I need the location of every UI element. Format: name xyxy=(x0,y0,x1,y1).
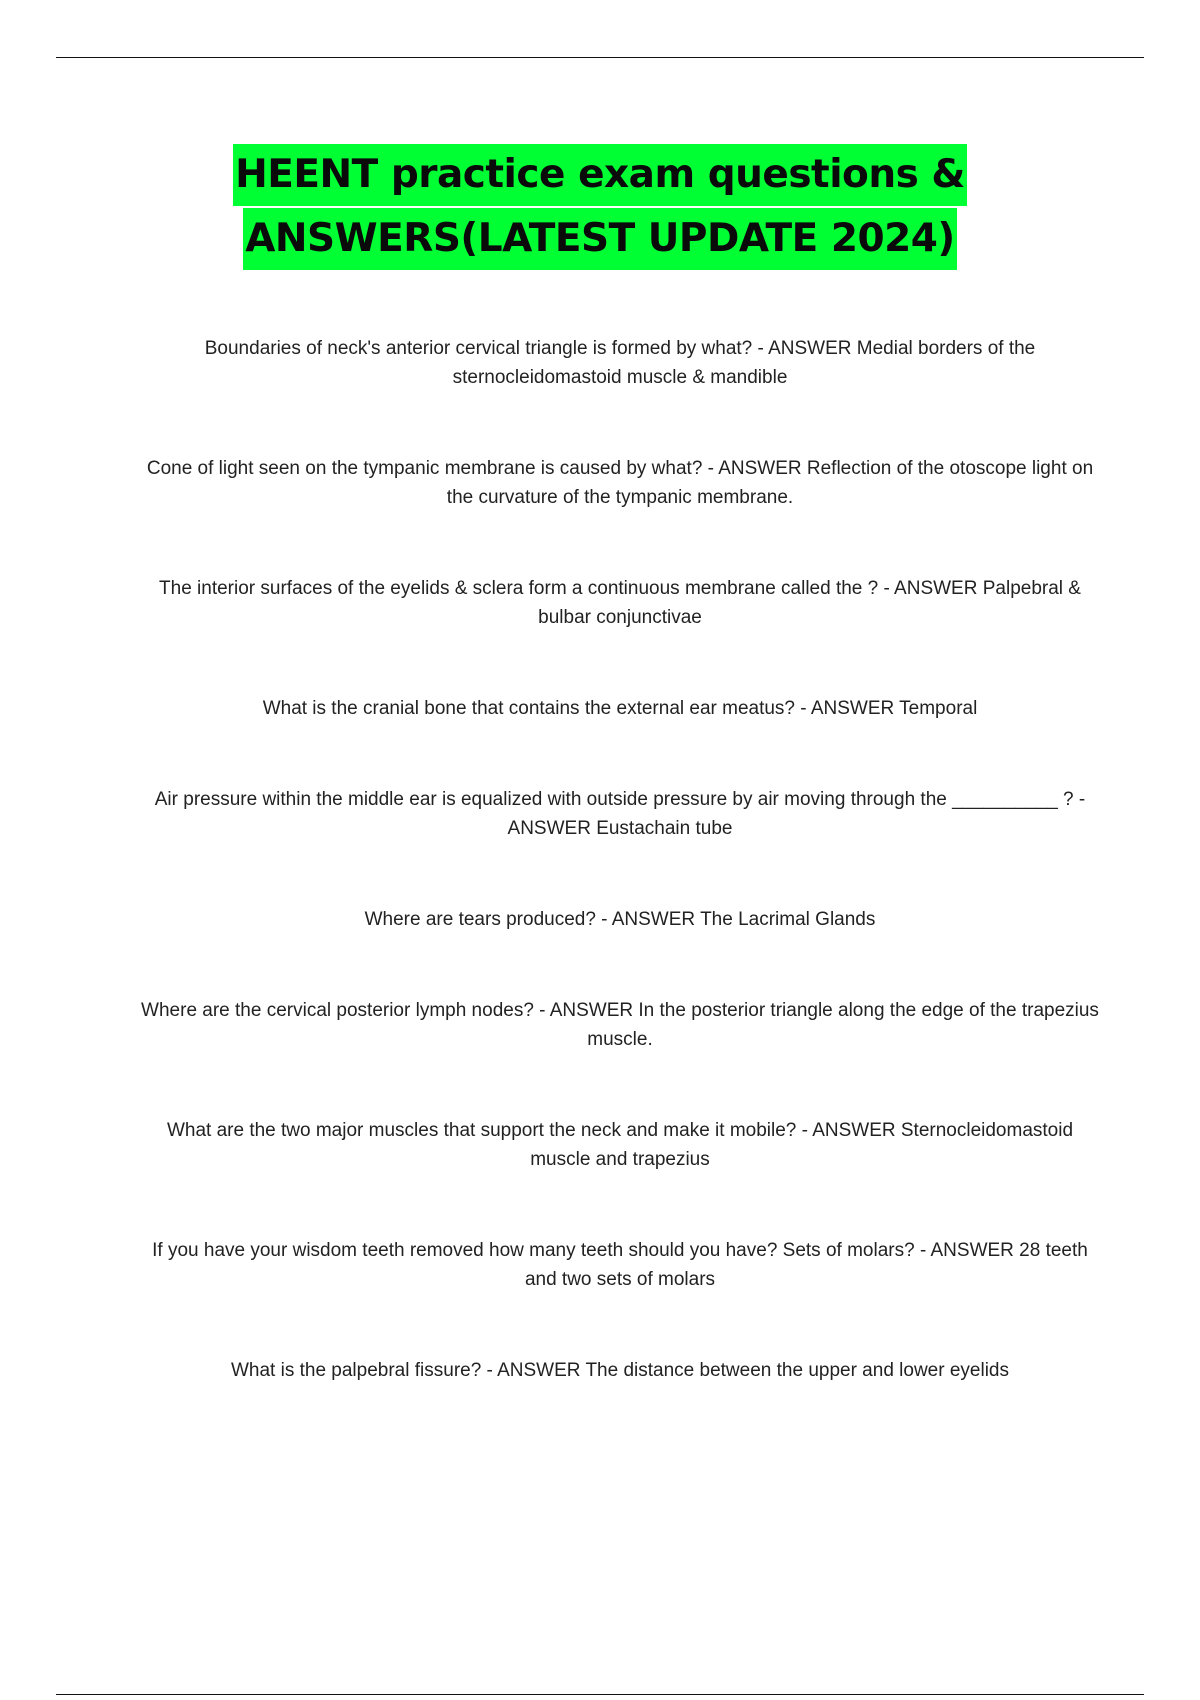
qa-item: Where are tears produced? - ANSWER The Lacrimal Glands xyxy=(364,909,876,930)
top-divider xyxy=(56,57,1144,58)
qa-item: Where are the cervical posterior lymph nodes? - ANSWER In the posterior triangle along the edge of the trapezius muscle. xyxy=(141,1000,1099,1050)
qa-list xyxy=(140,334,1100,1447)
qa-item: Boundaries of neck's anterior cervical triangle is formed by what? - ANSWER Medial borders of the sternocleidomastoid muscle & mandible xyxy=(204,338,1036,388)
qa-item: Cone of light seen on the tympanic membrane is caused by what? - ANSWER Reflection of the otoscope light on the curvature of the tympanic membrane. xyxy=(146,458,1094,508)
qa-item: What are the two major muscles that support the neck and make it mobile? - ANSWER Sternocleidomastoid muscle and trapezius xyxy=(166,1120,1074,1170)
qa-item: The interior surfaces of the eyelids & sclera form a continuous membrane called the ? - ANSWER Palpebral & bulbar conjunctivae xyxy=(159,578,1081,628)
qa-item: Air pressure within the middle ear is equalized with outside pressure by air moving through the __________ ? - ANSWER Eustachain tube xyxy=(154,789,1086,839)
qa-item: If you have your wisdom teeth removed how many teeth should you have? Sets of molars? - ANSWER 28 teeth and two sets of molars xyxy=(152,1240,1088,1290)
document-title xyxy=(0,144,1200,272)
qa-item: What is the cranial bone that contains the external ear meatus? - ANSWER Temporal xyxy=(262,698,978,719)
qa-item: What is the palpebral fissure? - ANSWER The distance between the upper and lower eyelids xyxy=(230,1360,1009,1381)
title-line-1: HEENT practice exam questions & xyxy=(233,144,967,206)
bottom-divider xyxy=(56,1694,1144,1695)
title-line-2: ANSWERS(LATEST UPDATE 2024) xyxy=(243,208,957,270)
